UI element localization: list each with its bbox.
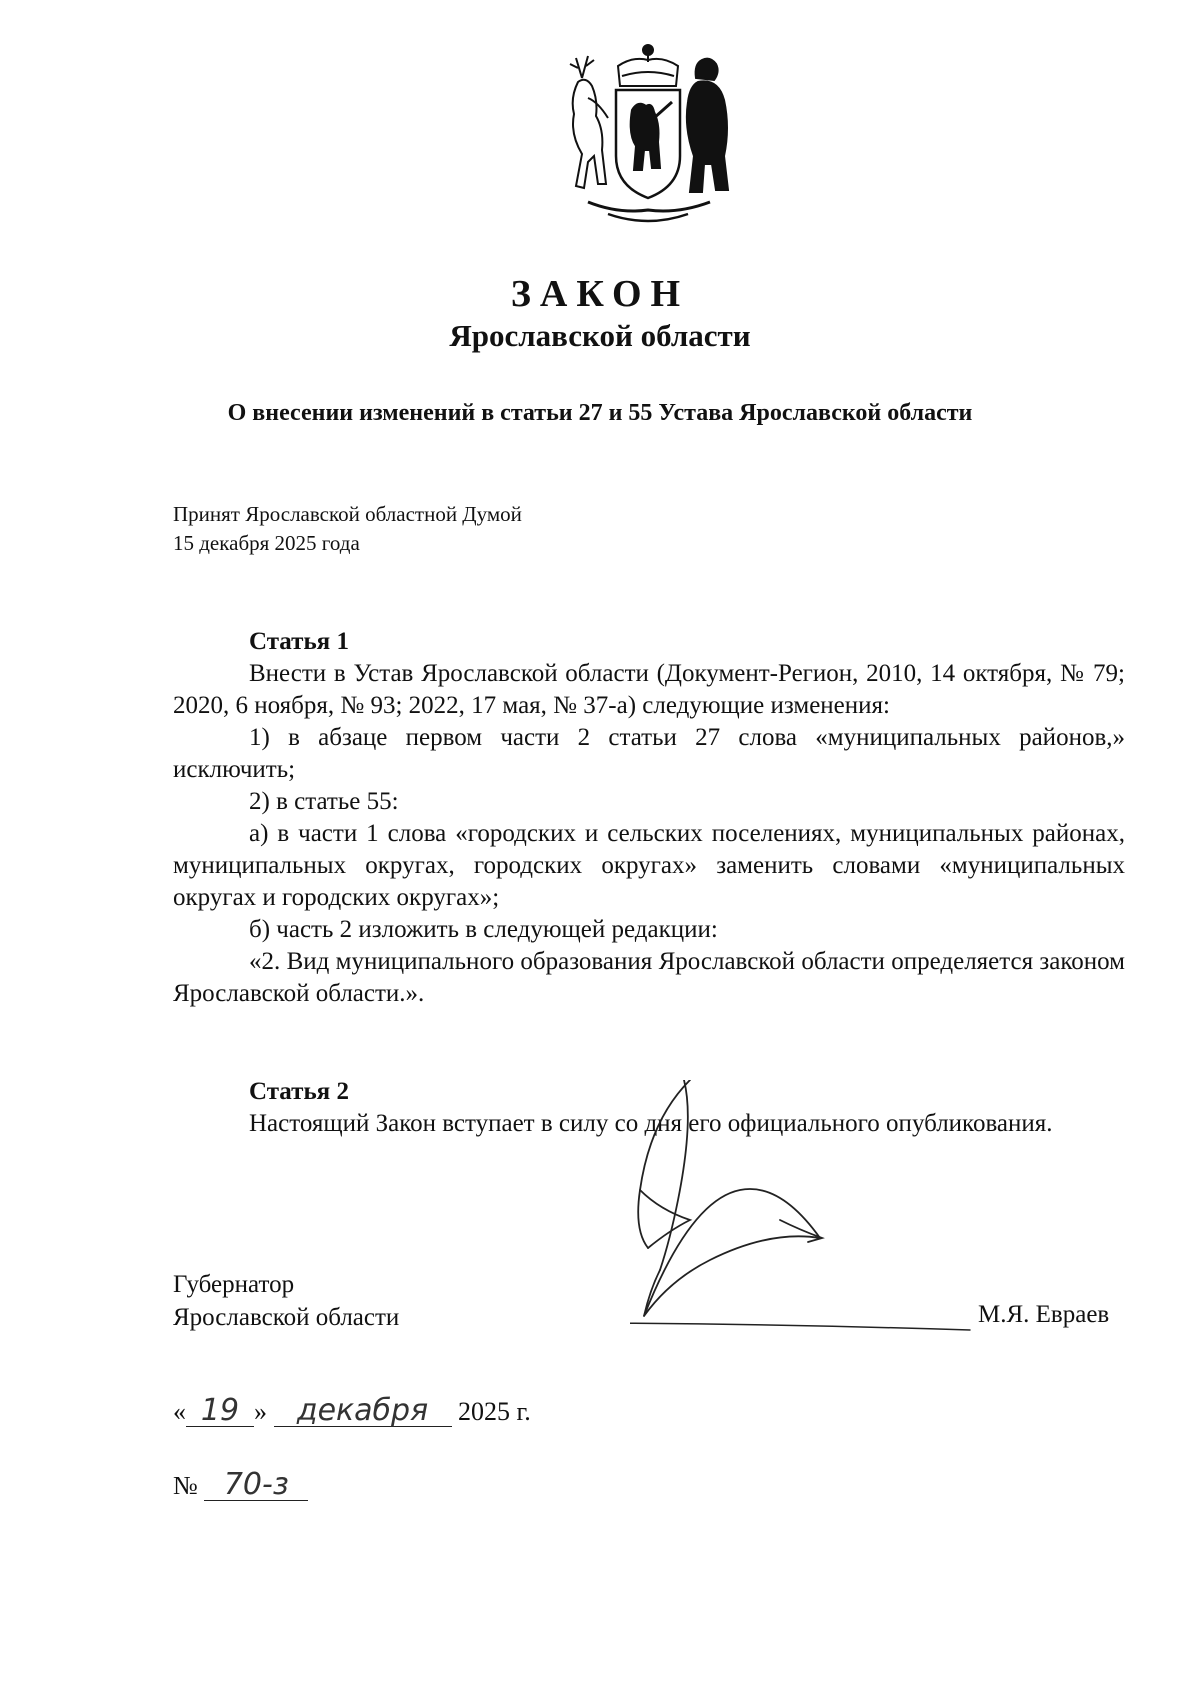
date-open-quote: «	[173, 1397, 186, 1426]
article-1-item-2: 2) в статье 55:	[249, 788, 399, 815]
coat-of-arms-emblem	[548, 38, 748, 234]
region-subtitle: Ярославской области	[449, 318, 751, 353]
date-close-quote: »	[254, 1397, 267, 1426]
handwritten-signature	[630, 1080, 1070, 1380]
article-2-heading: Статья 2	[249, 1078, 349, 1105]
article-1-item-2b: б) часть 2 изложить в следующей редакции:	[249, 916, 718, 943]
adoption-date: 15 декабря 2025 года	[173, 531, 360, 555]
article-1-item-1: 1) в абзаце первом части 2 статьи 27 слова «муниципальных районов,» исключить;	[173, 724, 1125, 783]
article-1	[173, 626, 1125, 1010]
law-number	[173, 1467, 308, 1502]
law-title: ЗАКОН	[510, 273, 690, 315]
article-1-heading: Статья 1	[249, 628, 349, 655]
number-value: 70-з	[204, 1470, 308, 1501]
law-heading: О внесении изменений в статьи 27 и 55 Устава Ярославской области	[227, 400, 973, 426]
article-1-item-2a: а) в части 1 слова «городских и сельских поселениях, муниципальных районах, муниципальных округах, городских округах» заменить словами «муниципальных округах и городских округах»;	[173, 820, 1125, 911]
adoption-info	[173, 500, 522, 558]
article-1-intro: Внести в Устав Ярославской области (Документ-Регион, 2010, 14 октября, № 79; 2020, 6 ноября, № 93; 2022, 17 мая, № 37-а) следующие изменения:	[173, 660, 1125, 719]
date-year: 2025 г.	[458, 1397, 531, 1426]
article-1-item-2b-text: «2. Вид муниципального образования Ярославской области определяется законом Ярославской области.».	[173, 948, 1125, 1007]
date-day: 19	[186, 1396, 254, 1427]
date-month: декабря	[274, 1396, 452, 1427]
adoption-body: Принят Ярославской областной Думой	[173, 502, 522, 526]
signatory-position	[173, 1268, 399, 1334]
position-line-2: Ярославской области	[173, 1304, 400, 1331]
signing-date	[173, 1393, 531, 1428]
position-line-1: Губернатор	[173, 1271, 295, 1298]
signatory-name: М.Я. Евраев	[978, 1301, 1110, 1328]
article-2-text: Настоящий Закон вступает в силу со дня его официального опубликования.	[249, 1110, 1053, 1137]
number-label: №	[173, 1471, 198, 1500]
